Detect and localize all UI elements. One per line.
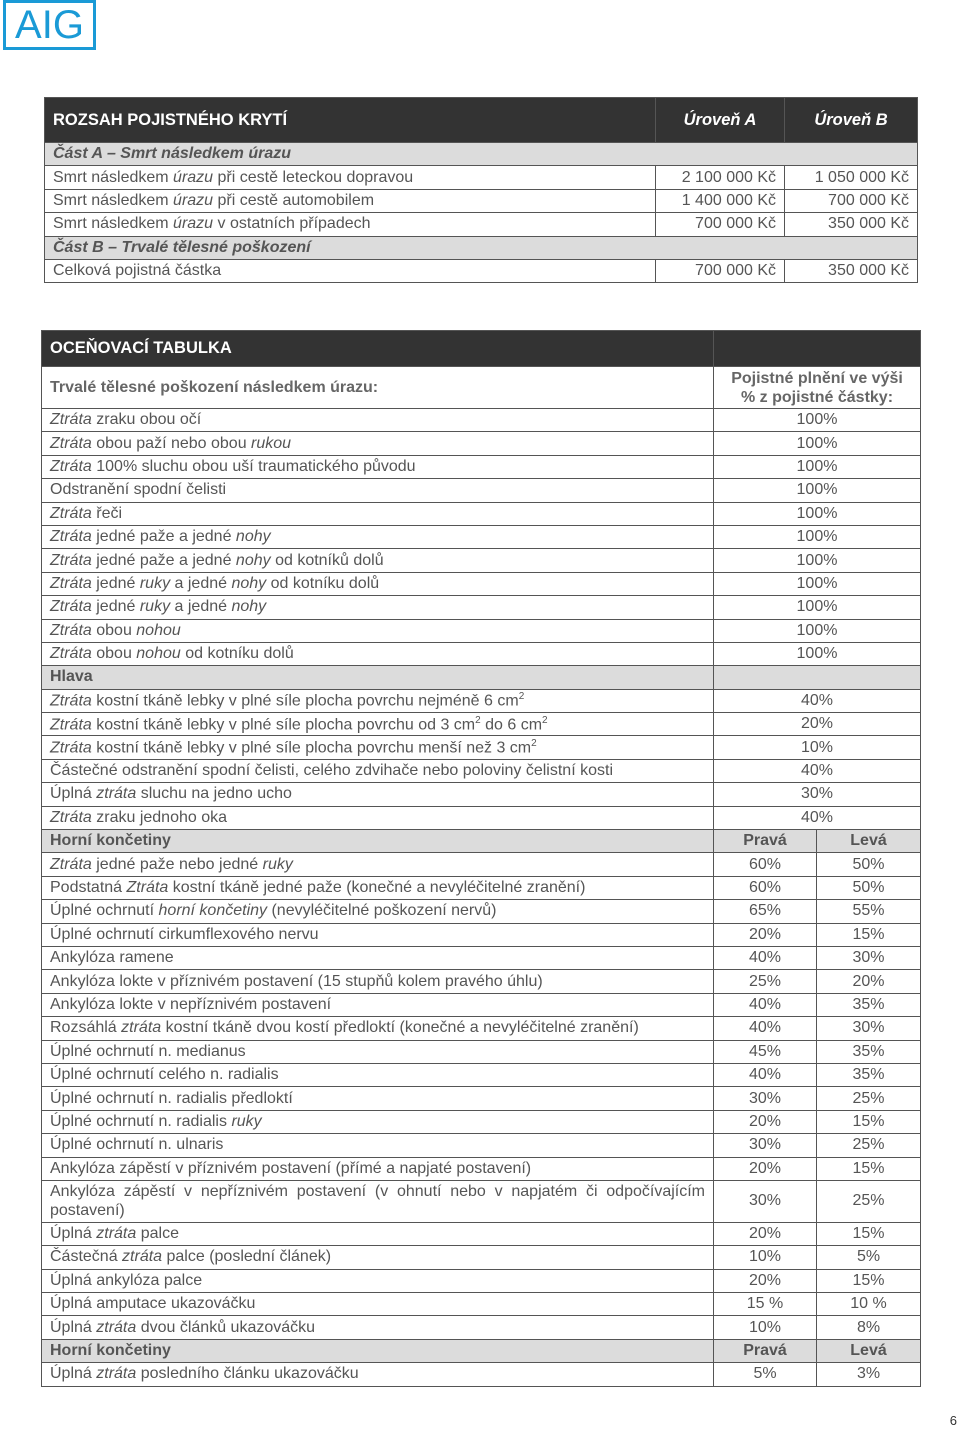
text-part: nohy [231, 598, 267, 616]
text-part: Ztráta [50, 434, 92, 452]
limbs-group-row [42, 830, 921, 853]
left-percent: 3% [817, 1363, 921, 1386]
text-part: kostní tkáně lebky v plné síle plocha povrchu menší než 3 cm [91, 739, 532, 757]
text-part: Smrt následkem [53, 191, 174, 209]
text-part: jedné paže nebo jedné [91, 855, 263, 873]
injury-description [42, 572, 714, 595]
right-percent: 25% [714, 970, 817, 993]
section-a-row [45, 143, 918, 166]
section-a-title: Část A – Smrt následkem úrazu [45, 143, 918, 166]
text-part: nohou [136, 621, 181, 639]
valuation-subheader-row [42, 367, 921, 409]
benefit-percent: 40% [714, 689, 921, 712]
value-a: 1 400 000 Kč [656, 189, 785, 212]
text-part: Ankylóza zápěstí v nepříznivém postavení (v ohnutí nebo v napjatém či odpočívajícím postavení) [50, 1183, 705, 1220]
left-percent: 35% [817, 1063, 921, 1086]
right-percent: 65% [714, 900, 817, 923]
text-part: ztráta [96, 785, 137, 803]
text-part: Odstranění spodní čelisti [50, 481, 227, 499]
text-part: a jedné [170, 574, 232, 592]
text-part: Ztráta [50, 645, 92, 663]
text-part: Úplné ochrnutí celého n. radialis [50, 1066, 279, 1084]
injury-description [42, 1157, 714, 1180]
injury-description [42, 993, 714, 1016]
benefit-percent: 100% [714, 409, 921, 432]
text-part: jedné paže a jedné [91, 528, 236, 546]
valuation-row [42, 689, 921, 712]
right-header: Pravá [714, 1339, 817, 1362]
injury-description [42, 619, 714, 642]
row-label [45, 166, 656, 189]
benefit-percent: 100% [714, 525, 921, 548]
benefit-percent: 100% [714, 572, 921, 595]
valuation-row [42, 619, 921, 642]
text-part: ztráta [122, 1248, 163, 1266]
text-part: palce (poslední článek) [162, 1248, 332, 1266]
text-part: Úplná ankylóza palce [50, 1271, 203, 1289]
right-percent: 30% [714, 1134, 817, 1157]
left-percent: 15% [817, 1157, 921, 1180]
text-part: obou [91, 645, 137, 663]
text-part: Ztráta [50, 739, 92, 757]
value-b: 1 050 000 Kč [785, 166, 918, 189]
text-part: kostní tkáně lebky v plné síle plocha povrchu od 3 cm [91, 715, 476, 733]
text-part: od kotníku dolů [180, 645, 294, 663]
text-part: posledního článku ukazováčku [136, 1365, 359, 1383]
right-percent: 5% [714, 1363, 817, 1386]
text-part: úrazu [173, 168, 214, 186]
left-header: Levá [817, 830, 921, 853]
valuation-row [42, 572, 921, 595]
text-part: ztráta [121, 1019, 162, 1037]
coverage-table [44, 97, 918, 283]
right-percent: 20% [714, 1157, 817, 1180]
text-part: Ztráta [50, 551, 92, 569]
benefit-percent: 100% [714, 619, 921, 642]
coverage-title: ROZSAH POJISTNÉHO KRYTÍ [45, 98, 656, 143]
valuation-table [41, 330, 921, 1387]
limbs-group-row-2 [42, 1339, 921, 1362]
valuation-row [42, 1293, 921, 1316]
text-part: do 6 cm [480, 715, 543, 733]
valuation-row [42, 596, 921, 619]
coverage-row [45, 213, 918, 236]
valuation-row [42, 713, 921, 736]
injury-description [42, 1110, 714, 1133]
injury-description [42, 783, 714, 806]
value-b: 350 000 Kč [785, 259, 918, 282]
injury-description [42, 689, 714, 712]
valuation-row [42, 525, 921, 548]
left-percent: 8% [817, 1316, 921, 1339]
text-part: Úplné ochrnutí n. radialis předloktí [50, 1089, 293, 1107]
text-part: v ostatních případech [213, 215, 371, 233]
section-b-title: Část B – Trvalé tělesné poškození [45, 236, 918, 259]
valuation-row [42, 1269, 921, 1292]
text-part: Úplná amputace ukazováčku [50, 1295, 256, 1313]
left-percent: 55% [817, 900, 921, 923]
text-part: řeči [91, 504, 123, 522]
benefit-percent: 10% [714, 736, 921, 759]
injury-description [42, 1180, 714, 1222]
benefit-percent: 20% [714, 713, 921, 736]
injury-description [42, 1134, 714, 1157]
text-part: Ztráta [50, 692, 92, 710]
right-percent: 40% [714, 946, 817, 969]
text-part: Ztráta [50, 574, 92, 592]
valuation-row [42, 642, 921, 665]
group-label: Horní končetiny [42, 1339, 714, 1362]
benefit-percent: 100% [714, 549, 921, 572]
text-part: ruky [262, 855, 293, 873]
text-part: Smrt následkem [53, 168, 174, 186]
valuation-title: OCEŇOVACÍ TABULKA [42, 331, 714, 367]
aig-logo [3, 0, 96, 50]
valuation-row [42, 1040, 921, 1063]
injury-description [42, 736, 714, 759]
left-percent: 50% [817, 876, 921, 899]
text-part: ruky [231, 1112, 262, 1130]
valuation-row [42, 923, 921, 946]
text-part: od kotníku dolů [266, 574, 380, 592]
text-part: Částečné odstranění spodní čelisti, celého zdvihače nebo poloviny čelistní kosti [50, 762, 613, 780]
injury-description [42, 409, 714, 432]
valuation-row [42, 783, 921, 806]
text-part: Ztráta [126, 879, 169, 896]
value-a: 700 000 Kč [656, 259, 785, 282]
text-part: Úplné ochrnutí n. radialis [50, 1112, 232, 1130]
group-label: Horní končetiny [42, 830, 714, 853]
text-part: obou [91, 621, 137, 639]
left-percent: 15% [817, 923, 921, 946]
right-percent: 60% [714, 876, 817, 899]
text-part: Úplné ochrnutí [50, 902, 159, 920]
text-part: Ztráta [50, 411, 92, 429]
text-part: kostní tkáně lebky v plné síle plocha povrchu nejméně 6 cm [91, 692, 519, 710]
benefit-percent: 100% [714, 479, 921, 502]
right-percent: 30% [714, 1180, 817, 1222]
left-percent: 15% [817, 1222, 921, 1245]
right-percent: 40% [714, 993, 817, 1016]
text-part: Ztráta [50, 855, 92, 873]
text-part: Úplné ochrnutí cirkumflexového nervu [50, 925, 319, 943]
left-percent: 10 % [817, 1293, 921, 1316]
text-part: Smrt následkem [53, 215, 174, 233]
text-part: Částečná [50, 1248, 123, 1266]
left-percent: 25% [817, 1087, 921, 1110]
valuation-row [42, 1180, 921, 1222]
benefit-percent: 100% [714, 642, 921, 665]
text-part: Ankylóza lokte v příznivém postavení (15 stupňů kolem pravého úhlu) [50, 972, 543, 990]
valuation-row [42, 946, 921, 969]
injury-description [42, 806, 714, 829]
section-b-data-row [45, 259, 918, 282]
valuation-row [42, 455, 921, 478]
injury-description [42, 455, 714, 478]
row-label: Celková pojistná částka [45, 259, 656, 282]
left-percent: 15% [817, 1269, 921, 1292]
text-part: Rozsáhlá [50, 1019, 122, 1037]
valuation-row [42, 1157, 921, 1180]
valuation-row [42, 970, 921, 993]
right-percent: 40% [714, 1017, 817, 1040]
text-part: Úplná [50, 1365, 97, 1383]
text-part: zraku jednoho oka [91, 808, 227, 826]
text-part: při cestě leteckou dopravou [213, 168, 414, 186]
level-a-header: Úroveň A [656, 98, 785, 143]
text-part: Ztráta [50, 598, 92, 616]
right-header: Pravá [714, 830, 817, 853]
benefit-percent: 100% [714, 502, 921, 525]
text-part: Ankylóza zápěstí v příznivém postavení (přímé a napjaté postavení) [50, 1159, 532, 1177]
section-b-row [45, 236, 918, 259]
left-percent: 35% [817, 1040, 921, 1063]
text-part: zraku obou očí [91, 411, 202, 429]
group-blank-cell [714, 666, 921, 689]
injury-description [42, 642, 714, 665]
text-part: Podstatná [50, 879, 127, 896]
text-part: dvou článků ukazováčku [136, 1318, 316, 1336]
right-percent: 10% [714, 1316, 817, 1339]
right-percent: 20% [714, 923, 817, 946]
valuation-row [42, 479, 921, 502]
text-part: nohy [235, 551, 271, 569]
left-percent: 30% [817, 946, 921, 969]
injury-description [42, 1246, 714, 1269]
text-part: Ankylóza ramene [50, 949, 174, 967]
benefit-percent: 40% [714, 759, 921, 782]
valuation-row [42, 1017, 921, 1040]
right-percent: 20% [714, 1269, 817, 1292]
injury-description [42, 876, 714, 899]
text-part: nohy [235, 528, 271, 546]
injury-description [42, 549, 714, 572]
subheader-left: Trvalé tělesné poškození následkem úrazu: [42, 367, 714, 409]
injury-description [42, 1316, 714, 1339]
right-percent: 60% [714, 853, 817, 876]
text-part: Úplná [50, 785, 97, 803]
level-b-header: Úroveň B [785, 98, 918, 143]
right-percent: 20% [714, 1110, 817, 1133]
right-percent: 30% [714, 1087, 817, 1110]
text-part: ruky [139, 574, 171, 592]
left-percent: 25% [817, 1134, 921, 1157]
text-part: ruky [139, 598, 171, 616]
coverage-row [45, 189, 918, 212]
text-part: nohou [136, 645, 181, 663]
text-part: kostní tkáně jedné paže (konečné a nevyléčitelné zranění) [168, 879, 586, 896]
valuation-row [42, 759, 921, 782]
subheader-right: Pojistné plnění ve výši % z pojistné částky: [714, 367, 921, 409]
benefit-percent: 100% [714, 596, 921, 619]
text-part: jedné paže a jedné [91, 551, 236, 569]
injury-description [42, 853, 714, 876]
injury-description [42, 759, 714, 782]
injury-description [42, 502, 714, 525]
right-percent: 45% [714, 1040, 817, 1063]
valuation-row [42, 1110, 921, 1133]
injury-description [42, 1087, 714, 1110]
left-percent: 35% [817, 993, 921, 1016]
text-part: Úplná [50, 1225, 97, 1243]
text-part: Úplná [50, 1318, 97, 1336]
text-part: ztráta [96, 1318, 137, 1336]
injury-description [42, 432, 714, 455]
valuation-row [42, 1316, 921, 1339]
coverage-header-row [45, 98, 918, 143]
text-part: kostní tkáně dvou kostí předloktí (konečné a nevyléčitelné zranění) [161, 1019, 639, 1037]
injury-description [42, 713, 714, 736]
text-part: od kotníků dolů [270, 551, 384, 569]
right-percent: 40% [714, 1063, 817, 1086]
right-percent: 15 % [714, 1293, 817, 1316]
row-label [45, 213, 656, 236]
valuation-row [42, 806, 921, 829]
valuation-row [42, 432, 921, 455]
value-b: 700 000 Kč [785, 189, 918, 212]
valuation-header-row [42, 331, 921, 367]
injury-description [42, 1222, 714, 1245]
left-header: Levá [817, 1339, 921, 1362]
text-part: nohy [231, 574, 267, 592]
injury-description [42, 946, 714, 969]
injury-description [42, 970, 714, 993]
text-part: obou paží nebo obou [91, 434, 252, 452]
row-label [45, 189, 656, 212]
valuation-row [42, 1063, 921, 1086]
valuation-row [42, 1134, 921, 1157]
text-part: (nevyléčitelné poškození nervů) [267, 902, 497, 920]
valuation-row [42, 900, 921, 923]
injury-description [42, 1363, 714, 1386]
head-group-row [42, 666, 921, 689]
left-percent: 20% [817, 970, 921, 993]
logo-text: AIG [15, 3, 84, 47]
text-part: Ztráta [50, 621, 92, 639]
injury-description [42, 479, 714, 502]
text-part: palce [136, 1225, 179, 1243]
text-part: Úplné ochrnutí n. medianus [50, 1042, 246, 1060]
injury-description [42, 900, 714, 923]
right-percent: 10% [714, 1246, 817, 1269]
coverage-row [45, 166, 918, 189]
value-b: 350 000 Kč [785, 213, 918, 236]
text-part: Ztráta [50, 808, 92, 826]
injury-description [42, 525, 714, 548]
valuation-row [42, 409, 921, 432]
text-part: ztráta [96, 1225, 137, 1243]
text-part: ztráta [96, 1365, 137, 1383]
injury-description [42, 1063, 714, 1086]
text-part: rukou [251, 434, 292, 452]
text-part: Ztráta [50, 528, 92, 546]
valuation-row [42, 1246, 921, 1269]
text-part: Ztráta [50, 457, 92, 475]
injury-description [42, 1017, 714, 1040]
valuation-row [42, 876, 921, 899]
right-percent: 20% [714, 1222, 817, 1245]
valuation-row [42, 1087, 921, 1110]
valuation-row [42, 502, 921, 525]
text-part: úrazu [173, 215, 214, 233]
text-part: při cestě automobilem [213, 191, 375, 209]
text-part: 100% sluchu obou uší traumatického původu [91, 457, 416, 475]
group-label: Hlava [42, 666, 714, 689]
text-part: úrazu [173, 191, 214, 209]
valuation-row [42, 1363, 921, 1386]
left-percent: 5% [817, 1246, 921, 1269]
valuation-row [42, 853, 921, 876]
left-percent: 50% [817, 853, 921, 876]
left-percent: 30% [817, 1017, 921, 1040]
page-number: 6 [949, 1413, 957, 1428]
left-percent: 25% [817, 1180, 921, 1222]
text-part: jedné [91, 598, 140, 616]
text-part: a jedné [170, 598, 232, 616]
injury-description [42, 1293, 714, 1316]
text-part: sluchu na jedno ucho [136, 785, 292, 803]
superscript: 2 [518, 691, 525, 703]
text-part: Úplné ochrnutí n. ulnaris [50, 1136, 224, 1154]
injury-description [42, 596, 714, 619]
valuation-row [42, 736, 921, 759]
value-a: 2 100 000 Kč [656, 166, 785, 189]
valuation-row [42, 549, 921, 572]
injury-description [42, 923, 714, 946]
header-blank-cell [714, 331, 921, 367]
benefit-percent: 40% [714, 806, 921, 829]
text-part: horní končetiny [158, 902, 268, 920]
injury-description [42, 1040, 714, 1063]
benefit-percent: 100% [714, 455, 921, 478]
text-part: Ztráta [50, 715, 92, 733]
text-part: jedné [91, 574, 140, 592]
text-part: Ztráta [50, 504, 92, 522]
valuation-row [42, 1222, 921, 1245]
value-a: 700 000 Kč [656, 213, 785, 236]
text-part: Ankylóza lokte v nepříznivém postavení [50, 995, 332, 1013]
superscript: 2 [475, 714, 481, 726]
benefit-percent: 100% [714, 432, 921, 455]
injury-description [42, 1269, 714, 1292]
valuation-row [42, 993, 921, 1016]
superscript: 2 [531, 738, 537, 749]
superscript: 2 [542, 714, 548, 726]
left-percent: 15% [817, 1110, 921, 1133]
benefit-percent: 30% [714, 783, 921, 806]
